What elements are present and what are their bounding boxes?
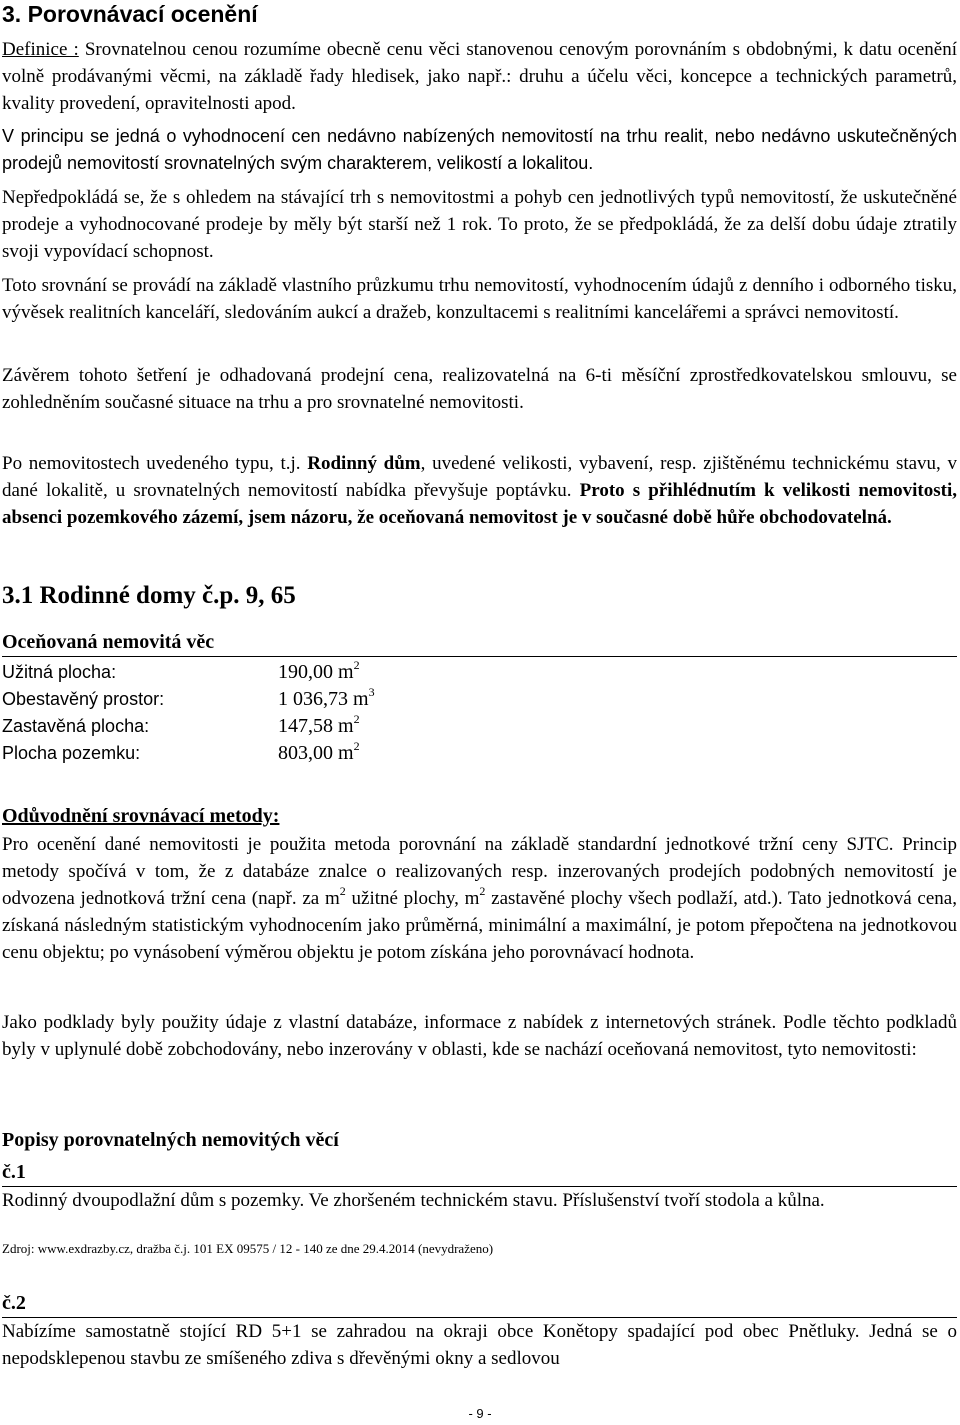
page-number: - 9 - (468, 1406, 492, 1421)
definition-label: Definice : (2, 39, 79, 60)
comparable-2-description: Nabízíme samostatně stojící RD 5+1 se zahradou na okraji obce Konětopy spadající pod obec Pnětluky. Jedná se o nepodsklepenou stavbu ze smíšeného zdiva s dřevěnými okny a sedlovou (2, 1321, 957, 1369)
justification-heading: Odůvodnění srovnávací metody: (2, 805, 280, 827)
property-value-built-volume: 1 036,73 $m^3$ (278, 685, 375, 710)
definition-paragraph (2, 36, 957, 117)
market-conclusion: Proto s přihlédnutím k velikosti nemovitosti, absenci pozemkového zázemí, jsem názoru, že oceňovaná nemovitost je v současné době hůře obchodovatelná. (2, 480, 958, 528)
subsection-title: 3.1 Rodinné domy č.p. 9, 65 (2, 582, 296, 609)
property-label-usable-area: Užitná plocha: (2, 662, 117, 682)
property-label-built-up-area: Zastavěná plocha: (2, 716, 150, 736)
justification-paragraph-1: Pro ocenění dané nemovitosti je použita metoda porovnání na základě standardní jednotkové tržní ceny SJTC. Princip metody spočívá v tom, že z databáze znalce o realizovaných resp. inzerovaných prodejích podobných nemovitostí je odvozena jednotková tržní cena (např. za $m^2$ užitné plochy, $m^2$ zastavěné plochy všech podlaží, atd.). Tato jednotková cena, získaná následným statistickým vyhodnocením jako průměrná, minimální a maximální, je potom přepočtena na jednotkovou cenu objektu; po vynásobení výměrou objektu je potom získána jeho porovnávací hodnota. (2, 834, 957, 963)
subject-heading: Oceňovaná nemovitá věc (2, 629, 957, 657)
market-text-b: , uvedené velikosti, vybavení, resp. zjištěnému technickému stavu, v dané lokalitě, u srovnatelných nemovitostí nabídka převyšuje poptávku. (2, 453, 958, 501)
comparable-1-source: Zdroj: www.exdrazby.cz, dražba č.j. 101 EX 09575 / 12 - 140 ze dne 29.4.2014 (nevydraženo) (2, 1241, 494, 1256)
market-paragraph (2, 450, 957, 531)
justification-paragraph-2: Jako podklady byly použity údaje z vlastní databáze, informace z nabídek z internetových stránek. Podle těchto podkladů byly v uplynulé době zobchodovány, nebo inzerovány v oblasti, kde se nachází oceňovaná nemovitost, tyto nemovitosti: (2, 1012, 957, 1060)
principle-paragraph: V principu se jedná o vyhodnocení cen nedávno nabízených nemovitostí na trhu realit, nebo nedávno uskutečněných prodejů nemovitostí srovnatelných svým charakterem, velikostí a lokalitou. (2, 126, 957, 173)
comparable-1-description: Rodinný dvoupodlažní dům s pozemky. Ve zhoršeném technickém stavu. Příslušenství tvoří stodola a kůlna. (2, 1190, 825, 1211)
assumption-paragraph: Nepředpokládá se, že s ohledem na stávající trh s nemovitostmi a pohyb cen jednotlivých typů nemovitostí, že uskutečněné prodeje a vyhodnocované prodeje by měly být starší než 1 rok. To proto, že se předpokládá, že za delší dobu údaje ztratily svoji vypovídací schopnost. (2, 187, 957, 262)
property-label-land-area: Plocha pozemku: (2, 743, 141, 763)
comparable-1-id: č.1 (2, 1161, 26, 1183)
comparable-2-id: č.2 (2, 1292, 26, 1314)
conclusion-paragraph: Závěrem tohoto šetření je odhadovaná prodejní cena, realizovatelná na 6-ti měsíční zprostředkovatelskou smlouvu, se zohledněním současné situace na trhu a pro srovnatelné nemovitosti. (2, 365, 957, 413)
comparables-heading: Popisy porovnatelných nemovitých věcí (2, 1129, 339, 1151)
market-text-a: Po nemovitostech uvedeného typu, t.j. (2, 453, 308, 474)
property-value-land-area: 803,00 $m^2$ (278, 739, 360, 764)
definition-text: Srovnatelnou cenou rozumíme obecně cenu věci stanovenou cenovým porovnáním s obdobnými, k datu ocenění volně prodávanými věcmi, na základě řady hledisek, jako např.: druhu a účelu věci, koncepce a technických parametrů, kvality provedení, opravitelnosti apod. (2, 39, 957, 114)
property-value-usable-area: 190,00 $m^2$ (278, 658, 360, 683)
comparison-paragraph: Toto srovnání se provádí na základě vlastního průzkumu trhu nemovitostí, vyhodnocením údajů z denního i odborného tisku, vývěsek realitních kanceláří, sledováním aukcí a dražeb, konzultacemi s realitními kancelářemi a správci nemovitostí. (2, 275, 957, 323)
property-label-built-volume: Obestavěný prostor: (2, 689, 165, 709)
section-title: 3. Porovnávací ocenění (2, 1, 258, 27)
market-property-type: Rodinný dům (307, 453, 421, 474)
property-value-built-up-area: 147,58 $m^2$ (278, 712, 360, 737)
